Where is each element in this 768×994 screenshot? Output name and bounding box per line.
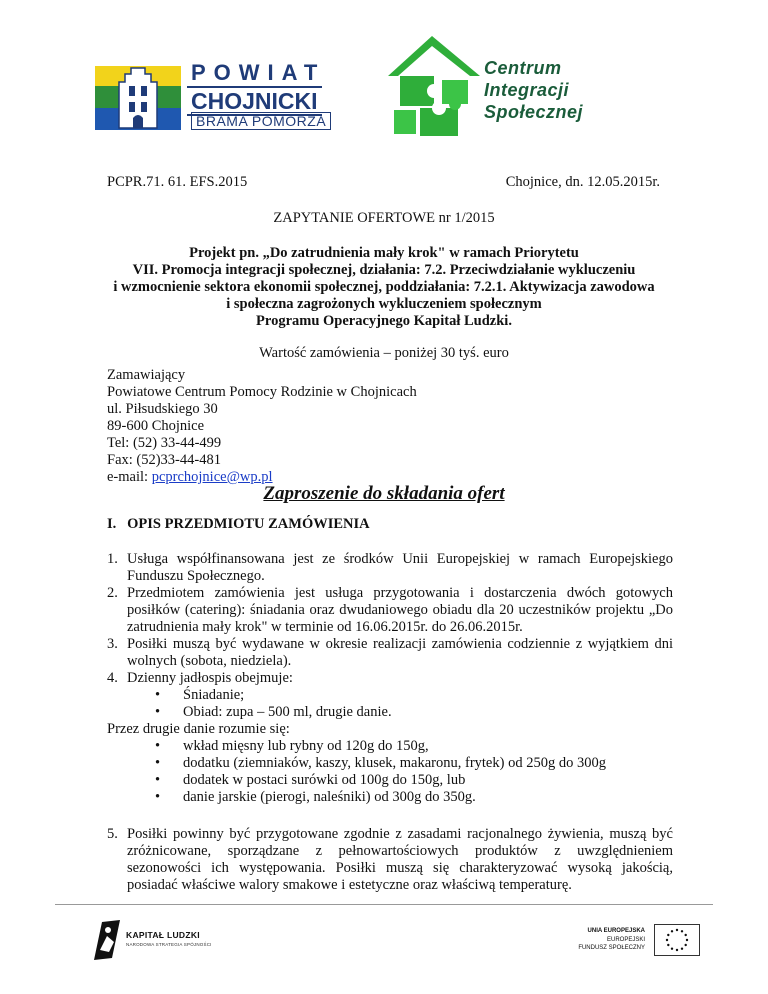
list-item bbox=[155, 704, 392, 721]
contact-fax: Fax: (52)33-44-481 bbox=[107, 452, 221, 468]
project-line: VII. Promocja integracji społecznej, działania: 7.2. Przeciwdziałanie wykluczeniu bbox=[132, 262, 636, 278]
bullet-text: Śniadanie; bbox=[183, 687, 245, 703]
order-value: Wartość zamówienia – poniżej 30 tyś. euro bbox=[259, 345, 509, 361]
eu-line-2: EUROPEJSKI bbox=[606, 937, 645, 943]
bullet-icon: • bbox=[155, 704, 161, 720]
item-number: 4. bbox=[107, 670, 118, 686]
list-item bbox=[107, 551, 673, 585]
project-description bbox=[90, 245, 678, 330]
bullet-text: wkład mięsny lub rybny od 120g do 150g, bbox=[183, 738, 429, 754]
project-line: Projekt pn. „Do zatrudnienia mały krok" w ramach Priorytetu bbox=[189, 245, 579, 261]
item-text: Posiłki powinny być przygotowane zgodnie z zasadami racjonalnego żywienia, muszą być zróżnicowane, sporządzane z pełnowartościowych produktów z uwzględnieniem sezonowości ich występowania. Posiłki muszą się charakteryzować wysoką jakością, posiadać właściwe walory smakowe i estetyczne oraz właściwą temperaturę. bbox=[127, 826, 673, 893]
list-item bbox=[107, 585, 673, 636]
bullet-text: dodatku (ziemniaków, kaszy, klusek, makaronu, frytek) od 250g do 300g bbox=[183, 755, 606, 771]
list-item bbox=[107, 670, 673, 687]
contact-name: Powiatowe Centrum Pomocy Rodzinie w Chojnicach bbox=[107, 384, 417, 400]
bullet-icon: • bbox=[155, 738, 161, 754]
kapital-ludzki-title: KAPITAŁ LUDZKI bbox=[126, 930, 200, 940]
eu-line-3: FUNDUSZ SPOŁECZNY bbox=[578, 945, 645, 951]
brama-pomorza-word: BRAMA POMORZA bbox=[191, 112, 331, 130]
cis-line-2: Integracji bbox=[484, 80, 570, 100]
cis-line-1: Centrum bbox=[484, 58, 562, 78]
project-line: i wzmocnienie sektora ekonomii społecznej, poddziałania: 7.2.1. Aktywizacja zawodowa bbox=[113, 279, 655, 295]
eu-flag-icon bbox=[654, 924, 700, 956]
contact-label: Zamawiający bbox=[107, 367, 186, 383]
document-title: ZAPYTANIE OFERTOWE nr 1/2015 bbox=[273, 210, 495, 226]
contact-tel: Tel: (52) 33-44-499 bbox=[107, 435, 222, 451]
item-number: 1. bbox=[107, 551, 118, 567]
list-item bbox=[155, 789, 476, 806]
item-text: Usługa współfinansowana jest ze środków Unii Europejskiej w ramach Europejskiego Funduszu Społecznego. bbox=[127, 551, 673, 584]
item-text: Dzienny jadłospis obejmuje: bbox=[127, 670, 293, 686]
reference-number: PCPR.71. 61. EFS.2015 bbox=[107, 174, 248, 190]
puzzle-house-icon bbox=[380, 30, 490, 140]
footer-divider bbox=[55, 904, 713, 905]
bullet-icon: • bbox=[155, 789, 161, 805]
kapital-ludzki-emblem-icon bbox=[92, 918, 122, 962]
project-line: i społeczna zagrożonych wykluczeniem społecznym bbox=[226, 296, 542, 312]
kapital-ludzki-subtitle: NARODOWA STRATEGIA SPÓJNOŚCI bbox=[126, 942, 212, 947]
bullet-icon: • bbox=[155, 755, 161, 771]
eu-line-1: UNIA EUROPEJSKA bbox=[587, 928, 645, 934]
item-number: 5. bbox=[107, 826, 118, 842]
item-text: Przedmiotem zamówienia jest usługa przygotowania i dostarczenia dwóch gotowych posiłków (catering): śniadania oraz dwudaniowego obiadu dla 20 uczestników projektu „Do zatrudnienia mały krok" w terminie od 16.06.2015r. do 26.06.2015r. bbox=[127, 585, 673, 635]
item-text: Posiłki muszą być wydawane w okresie realizacji zamówienia codziennie z wyjątkiem dni wolnych (sobota, niedziela). bbox=[127, 636, 673, 669]
contact-city: 89-600 Chojnice bbox=[107, 418, 205, 434]
eu-logo bbox=[560, 924, 700, 964]
powiat-crest-icon bbox=[95, 62, 181, 132]
list-item bbox=[155, 687, 244, 704]
bullet-text: danie jarskie (pierogi, naleśniki) od 300g do 350g. bbox=[183, 789, 476, 805]
kapital-ludzki-logo bbox=[92, 918, 222, 968]
section-heading: I. OPIS PRZEDMIOTU ZAMÓWIENIA bbox=[107, 516, 370, 532]
bullet-text: dodatek w postaci surówki od 100g do 150g, lub bbox=[183, 772, 466, 788]
contact-street: ul. Piłsudskiego 30 bbox=[107, 401, 218, 417]
bullet-text: Obiad: zupa – 500 ml, drugie danie. bbox=[183, 704, 392, 720]
bullet-icon: • bbox=[155, 772, 161, 788]
invitation-heading: Zaproszenie do składania ofert bbox=[263, 483, 505, 504]
powiat-word: POWIAT bbox=[191, 60, 326, 85]
bullet-icon: • bbox=[155, 687, 161, 703]
email-label: e-mail: bbox=[107, 469, 152, 485]
second-dish-intro: Przez drugie danie rozumie się: bbox=[107, 721, 290, 737]
powiat-chojnicki-logo bbox=[95, 60, 335, 128]
item-number: 2. bbox=[107, 585, 118, 601]
list-item bbox=[107, 826, 673, 894]
cis-line-3: Społecznej bbox=[484, 102, 584, 122]
list-item bbox=[155, 772, 465, 789]
list-item bbox=[155, 755, 606, 772]
email-link[interactable]: pcprchojnice@wp.pl bbox=[151, 469, 273, 485]
item-number: 3. bbox=[107, 636, 118, 652]
contact-block bbox=[107, 367, 417, 486]
project-line: Programu Operacyjnego Kapitał Ludzki. bbox=[256, 313, 512, 329]
list-item bbox=[107, 636, 673, 670]
chojnicki-word: CHOJNICKI bbox=[187, 86, 322, 116]
centrum-integracji-logo bbox=[380, 30, 650, 140]
list-item bbox=[155, 738, 429, 755]
place-date: Chojnice, dn. 12.05.2015r. bbox=[505, 174, 660, 190]
